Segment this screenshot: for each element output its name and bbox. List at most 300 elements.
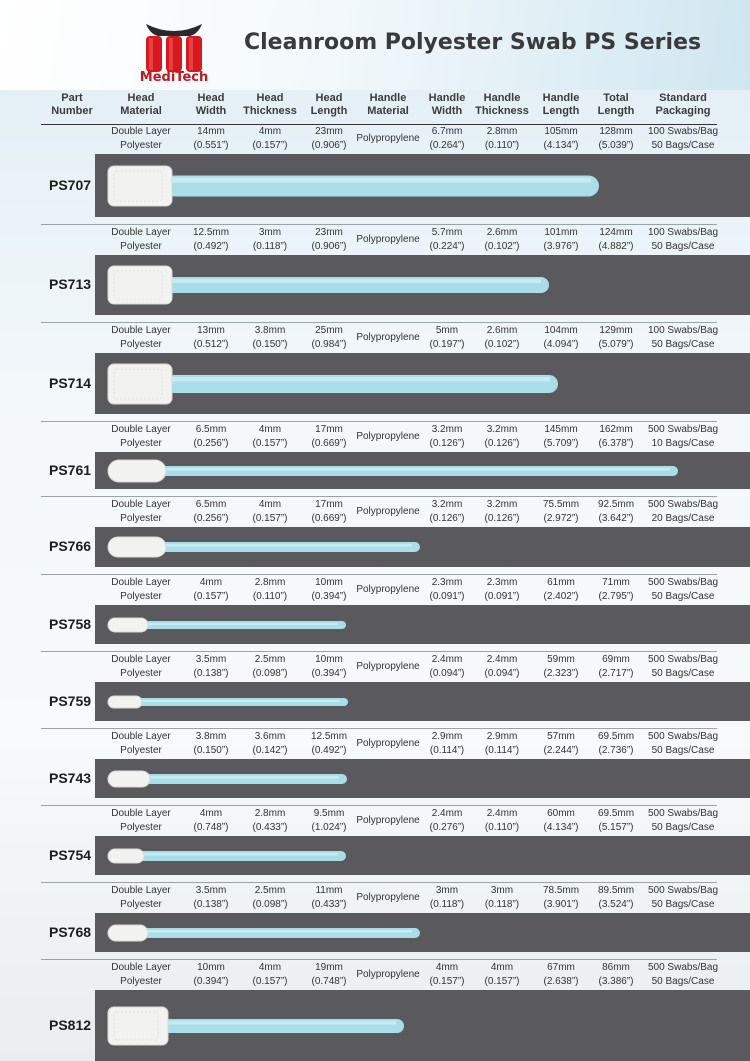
spec-head-material xyxy=(102,423,180,451)
cell-line: (5.709”) xyxy=(543,438,579,449)
swab-image xyxy=(106,769,357,789)
cell-line: 17mm xyxy=(315,499,343,510)
spec-total-length xyxy=(591,653,641,681)
spec-handle-material xyxy=(353,583,423,597)
cell-line: 3mm xyxy=(435,885,459,896)
cell-line: Polypropylene xyxy=(356,969,420,980)
cell-line: (0.492”) xyxy=(311,745,347,756)
swab-head xyxy=(108,771,150,787)
cell-line: Double Layer xyxy=(111,577,171,588)
cell-line: (0.157”) xyxy=(484,976,520,987)
cell-line: 92.5mm xyxy=(597,499,635,510)
cell-line: 100 Swabs/Bag xyxy=(647,126,719,137)
spec-handle-length xyxy=(536,730,586,758)
cell-line: Polyester xyxy=(120,438,162,449)
spec-head-width xyxy=(186,324,236,352)
swab-head xyxy=(108,618,148,632)
column-header-head-width xyxy=(186,92,236,124)
cell-line: (2.638”) xyxy=(543,976,579,987)
swab-handle-highlight xyxy=(164,468,670,471)
cell-line: Polyester xyxy=(120,899,162,910)
spec-handle-length xyxy=(536,576,586,604)
cell-line: (4.882”) xyxy=(598,241,634,252)
cell-line: 500 Swabs/Bag xyxy=(647,731,719,742)
cell-line: (0.138”) xyxy=(193,899,229,910)
spec-head-material xyxy=(102,884,180,912)
cell-line: (0.110”) xyxy=(484,140,520,151)
part-number: PS759 xyxy=(49,692,92,709)
spec-packaging xyxy=(643,226,723,254)
cell-line: Polypropylene xyxy=(356,815,420,826)
cell-line: (1.024”) xyxy=(311,822,347,833)
cell-line: Standard xyxy=(659,92,707,104)
cell-line: 3mm xyxy=(258,227,282,238)
cell-line: 3.5mm xyxy=(195,885,227,896)
cell-line: Polyester xyxy=(120,241,162,252)
spec-handle-length xyxy=(536,226,586,254)
cell-line: Polyester xyxy=(120,591,162,602)
cell-line: 500 Swabs/Bag xyxy=(647,962,719,973)
cell-line: 10mm xyxy=(315,654,343,665)
cell-line: Length xyxy=(597,105,635,117)
spec-packaging xyxy=(643,807,723,835)
cell-line: Polypropylene xyxy=(356,661,420,672)
cell-line: 50 Bags/Case xyxy=(651,976,715,987)
cell-line: 3.6mm xyxy=(254,731,286,742)
cell-line: 4mm xyxy=(258,499,282,510)
cell-line: (0.094”) xyxy=(429,668,465,679)
spec-head-width xyxy=(186,125,236,153)
cell-line: 128mm xyxy=(599,126,633,137)
cell-line: Part xyxy=(61,92,83,104)
cell-line: (0.984”) xyxy=(311,339,347,350)
cell-line: 11mm xyxy=(315,885,343,896)
cell-line: 6.5mm xyxy=(195,424,227,435)
cell-line: 101mm xyxy=(544,227,578,238)
cell-line: (0.150”) xyxy=(252,339,288,350)
spec-head-thickness xyxy=(240,961,300,989)
product-row xyxy=(0,960,750,1061)
spec-handle-thickness xyxy=(474,653,530,681)
cell-line: (0.114”) xyxy=(429,745,465,756)
swab-image xyxy=(106,616,356,634)
spec-handle-width xyxy=(422,226,472,254)
swab-head xyxy=(108,166,172,206)
part-number: PS766 xyxy=(49,538,92,554)
spec-head-width xyxy=(186,730,236,758)
cell-line: (0.102”) xyxy=(484,339,520,350)
spec-handle-material xyxy=(353,132,423,146)
cell-line: Polyester xyxy=(120,668,162,679)
spec-total-length xyxy=(591,961,641,989)
cell-line: 5mm xyxy=(435,325,459,336)
spec-head-material xyxy=(102,961,180,989)
cell-line: 89.5mm xyxy=(597,885,635,896)
column-header-head-material xyxy=(102,92,180,124)
column-header-head-thickness xyxy=(240,92,300,124)
cell-line: Double Layer xyxy=(111,654,171,665)
cell-line: (0.091”) xyxy=(429,591,465,602)
cell-line: 500 Swabs/Bag xyxy=(647,577,719,588)
cell-line: (2.244”) xyxy=(543,745,579,756)
cell-line: Head xyxy=(197,92,225,104)
cell-line: Polyester xyxy=(120,976,162,987)
cell-line: 71mm xyxy=(602,577,630,588)
cell-line: Double Layer xyxy=(111,227,171,238)
cell-line: (0.276”) xyxy=(429,822,465,833)
cell-line: Material xyxy=(367,105,409,117)
part-number: PS754 xyxy=(49,846,92,863)
spec-head-thickness xyxy=(240,125,300,153)
cell-line: 4mm xyxy=(258,962,282,973)
cell-line: 2.6mm xyxy=(486,325,518,336)
cell-line: (3.976”) xyxy=(543,241,579,252)
swab-image xyxy=(106,535,430,559)
cell-line: (0.114”) xyxy=(484,745,520,756)
cell-line: Polypropylene xyxy=(356,234,420,245)
cell-line: Width xyxy=(195,105,227,117)
cell-line: 105mm xyxy=(544,126,578,137)
cell-line: (0.256”) xyxy=(193,513,229,524)
cell-line: 4mm xyxy=(199,808,223,819)
column-header-handle-length xyxy=(536,92,586,124)
cell-line: Length xyxy=(542,105,580,117)
cell-line: (0.110”) xyxy=(484,822,520,833)
cell-line: 23mm xyxy=(315,126,343,137)
product-row xyxy=(0,652,750,729)
cell-line: Width xyxy=(431,105,463,117)
cell-line: 129mm xyxy=(599,325,633,336)
cell-line: 162mm xyxy=(599,424,633,435)
swab-image xyxy=(106,264,559,306)
part-number: PS743 xyxy=(49,769,92,786)
cell-line: (0.157”) xyxy=(252,513,288,524)
cell-line: (0.098”) xyxy=(252,899,288,910)
cell-line: Polypropylene xyxy=(356,506,420,517)
cell-line: (5.079”) xyxy=(598,339,634,350)
cell-line: Double Layer xyxy=(111,808,171,819)
cell-line: 2.4mm xyxy=(431,808,463,819)
spec-head-thickness xyxy=(240,730,300,758)
spec-handle-material xyxy=(353,430,423,444)
spec-packaging xyxy=(643,961,723,989)
cell-line: 2.8mm xyxy=(486,126,518,137)
cell-line: Polypropylene xyxy=(356,431,420,442)
cell-line: Handle xyxy=(428,92,466,104)
cell-line: (0.150”) xyxy=(193,745,229,756)
column-header-handle-width xyxy=(422,92,472,124)
cell-line: 2.4mm xyxy=(486,808,518,819)
cell-line: 2.4mm xyxy=(486,654,518,665)
brand-name: MediTech xyxy=(139,70,209,85)
spec-head-length xyxy=(304,730,354,758)
cell-line: 50 Bags/Case xyxy=(651,339,715,350)
cell-line: (0.224”) xyxy=(429,241,465,252)
cell-line: (0.142”) xyxy=(252,745,288,756)
spec-total-length xyxy=(591,324,641,352)
spec-handle-thickness xyxy=(474,324,530,352)
cell-line: (0.098”) xyxy=(252,668,288,679)
cell-line: 500 Swabs/Bag xyxy=(647,654,719,665)
spec-handle-material xyxy=(353,505,423,519)
cell-line: (0.264”) xyxy=(429,140,465,151)
swab-handle-highlight xyxy=(170,377,550,382)
cell-line: Length xyxy=(310,105,348,117)
product-row xyxy=(0,422,750,497)
spec-head-material xyxy=(102,498,180,526)
spec-total-length xyxy=(591,423,641,451)
cell-line: Polyester xyxy=(120,822,162,833)
cell-line: Double Layer xyxy=(111,731,171,742)
cell-line: 6.5mm xyxy=(195,499,227,510)
spec-head-length xyxy=(304,125,354,153)
cell-line: (0.748”) xyxy=(311,976,347,987)
cell-line: Double Layer xyxy=(111,424,171,435)
cell-line: 3.2mm xyxy=(431,499,463,510)
spec-handle-thickness xyxy=(474,730,530,758)
cell-line: 2.4mm xyxy=(431,654,463,665)
cell-line: 86mm xyxy=(602,962,630,973)
cell-line: 69mm xyxy=(602,654,630,665)
cell-line: 9.5mm xyxy=(313,808,345,819)
part-number: PS761 xyxy=(49,461,92,478)
spec-head-length xyxy=(304,324,354,352)
spec-head-thickness xyxy=(240,226,300,254)
product-row xyxy=(0,806,750,883)
product-row xyxy=(0,883,750,960)
spec-handle-length xyxy=(536,498,586,526)
spec-head-thickness xyxy=(240,423,300,451)
cell-line: 2.6mm xyxy=(486,227,518,238)
swab-image xyxy=(106,694,358,710)
cell-line: (0.126”) xyxy=(484,438,520,449)
cell-line: Double Layer xyxy=(111,885,171,896)
spec-head-thickness xyxy=(240,324,300,352)
cell-line: 3.8mm xyxy=(195,731,227,742)
swab-handle xyxy=(140,928,420,938)
cell-line: (2.795”) xyxy=(598,591,634,602)
cell-line: 17mm xyxy=(315,424,343,435)
spec-total-length xyxy=(591,884,641,912)
cell-line: 3.5mm xyxy=(195,654,227,665)
cell-line: 4mm xyxy=(435,962,459,973)
cell-line: 50 Bags/Case xyxy=(651,745,715,756)
cell-line: 100 Swabs/Bag xyxy=(647,227,719,238)
page-title: Cleanroom Polyester Swab PS Series xyxy=(244,30,702,55)
swab-image xyxy=(106,458,688,484)
cell-line: (6.378”) xyxy=(598,438,634,449)
part-number: PS707 xyxy=(49,176,92,193)
cell-line: Total xyxy=(603,92,629,104)
product-row xyxy=(0,225,750,323)
spec-head-material xyxy=(102,226,180,254)
spec-head-width xyxy=(186,498,236,526)
cell-line: (0.110”) xyxy=(252,591,288,602)
product-row xyxy=(0,575,750,652)
spec-packaging xyxy=(643,324,723,352)
spec-handle-material xyxy=(353,233,423,247)
spec-handle-width xyxy=(422,807,472,835)
spec-handle-material xyxy=(353,660,423,674)
spec-total-length xyxy=(591,730,641,758)
spec-handle-material xyxy=(353,331,423,345)
cell-line: (0.551”) xyxy=(193,140,229,151)
cell-line: (0.126”) xyxy=(429,438,465,449)
part-number: PS714 xyxy=(49,374,92,391)
column-header-total-length xyxy=(591,92,641,124)
spec-packaging xyxy=(643,730,723,758)
spec-handle-material xyxy=(353,891,423,905)
product-row xyxy=(0,729,750,806)
swab-image xyxy=(106,923,430,943)
swab-handle-highlight xyxy=(170,279,541,283)
cell-line: (0.433”) xyxy=(252,822,288,833)
cell-line: 3.2mm xyxy=(486,424,518,435)
spec-handle-width xyxy=(422,498,472,526)
spec-head-length xyxy=(304,807,354,835)
cell-line: (2.736”) xyxy=(598,745,634,756)
column-header-part xyxy=(42,92,102,124)
cell-line: 23mm xyxy=(315,227,343,238)
spec-packaging xyxy=(643,498,723,526)
spec-head-material xyxy=(102,576,180,604)
swab-handle-highlight xyxy=(142,853,338,856)
cell-line: Polypropylene xyxy=(356,332,420,343)
cell-line: (0.126”) xyxy=(429,513,465,524)
spec-head-length xyxy=(304,423,354,451)
spec-head-width xyxy=(186,807,236,835)
spec-head-width xyxy=(186,226,236,254)
cell-line: (4.134”) xyxy=(543,822,579,833)
cell-line: (3.386”) xyxy=(598,976,634,987)
spec-head-material xyxy=(102,324,180,352)
cell-line: (0.512”) xyxy=(193,339,229,350)
cell-line: (0.126”) xyxy=(484,513,520,524)
spec-handle-width xyxy=(422,423,472,451)
spec-head-length xyxy=(304,884,354,912)
cell-line: 12.5mm xyxy=(310,731,348,742)
swab-head xyxy=(108,849,144,863)
cell-line: (0.157”) xyxy=(252,438,288,449)
swab-handle-highlight xyxy=(146,930,412,933)
swab-image xyxy=(106,1005,414,1047)
spec-handle-length xyxy=(536,324,586,352)
cell-line: 60mm xyxy=(547,808,575,819)
spec-head-thickness xyxy=(240,884,300,912)
spec-handle-length xyxy=(536,807,586,835)
spec-packaging xyxy=(643,884,723,912)
cell-line: 500 Swabs/Bag xyxy=(647,808,719,819)
swab-image xyxy=(106,847,356,865)
part-number: PS758 xyxy=(49,615,92,632)
swab-head xyxy=(108,1007,168,1045)
cell-line: (0.157”) xyxy=(429,976,465,987)
spec-head-width xyxy=(186,576,236,604)
cell-line: Polyester xyxy=(120,513,162,524)
cell-line: 78.5mm xyxy=(542,885,580,896)
cell-line: Handle xyxy=(369,92,407,104)
spec-handle-width xyxy=(422,730,472,758)
swab-head xyxy=(108,364,172,404)
cell-line: 69.5mm xyxy=(597,731,635,742)
spec-head-material xyxy=(102,125,180,153)
swab-handle xyxy=(136,851,346,861)
spec-head-thickness xyxy=(240,498,300,526)
spec-total-length xyxy=(591,807,641,835)
spec-handle-material xyxy=(353,737,423,751)
cell-line: (0.157”) xyxy=(252,976,288,987)
spec-handle-length xyxy=(536,884,586,912)
cell-line: 6.7mm xyxy=(431,126,463,137)
cell-line: 59mm xyxy=(547,654,575,665)
cell-line: Double Layer xyxy=(111,126,171,137)
cell-line: (0.669”) xyxy=(311,513,347,524)
column-header-handle-thickness xyxy=(474,92,530,124)
cell-line: 2.8mm xyxy=(254,577,286,588)
cell-line: 10 Bags/Case xyxy=(651,438,715,449)
spec-handle-width xyxy=(422,653,472,681)
swab-head xyxy=(108,696,142,708)
cell-line: 3.2mm xyxy=(486,499,518,510)
spec-head-thickness xyxy=(240,576,300,604)
part-number: PS768 xyxy=(49,923,92,940)
cell-line: 145mm xyxy=(544,424,578,435)
cell-line: 50 Bags/Case xyxy=(651,668,715,679)
swab-image xyxy=(106,164,609,208)
cell-line: Polyester xyxy=(120,140,162,151)
column-header-handle-material xyxy=(353,92,423,124)
cell-line: (0.433”) xyxy=(311,899,347,910)
part-number: PS812 xyxy=(49,1016,92,1033)
spec-total-length xyxy=(591,125,641,153)
spec-head-length xyxy=(304,226,354,254)
cell-line: 4mm xyxy=(258,424,282,435)
spec-packaging xyxy=(643,576,723,604)
cell-line: (0.157”) xyxy=(252,140,288,151)
swab-head xyxy=(108,925,148,941)
product-row xyxy=(0,497,750,575)
cell-line: 2.8mm xyxy=(254,808,286,819)
spec-handle-thickness xyxy=(474,423,530,451)
cell-line: Polypropylene xyxy=(356,584,420,595)
spec-handle-width xyxy=(422,125,472,153)
spec-head-material xyxy=(102,653,180,681)
cell-line: 500 Swabs/Bag xyxy=(647,424,719,435)
spec-total-length xyxy=(591,498,641,526)
column-header-head-length xyxy=(304,92,354,124)
spec-handle-thickness xyxy=(474,125,530,153)
spec-handle-length xyxy=(536,125,586,153)
cell-line: (0.906”) xyxy=(311,241,347,252)
product-row xyxy=(0,124,750,225)
swab-handle-highlight xyxy=(140,700,340,702)
cell-line: (3.642”) xyxy=(598,513,634,524)
cell-line: 5.7mm xyxy=(431,227,463,238)
spec-head-thickness xyxy=(240,653,300,681)
cell-line: 25mm xyxy=(315,325,343,336)
cell-line: 50 Bags/Case xyxy=(651,822,715,833)
cell-line: Number xyxy=(51,105,93,117)
spec-total-length xyxy=(591,226,641,254)
cell-line: Handle xyxy=(483,92,521,104)
swab-handle-highlight xyxy=(164,544,412,547)
spec-handle-thickness xyxy=(474,576,530,604)
cell-line: Thickness xyxy=(243,105,297,117)
spec-handle-thickness xyxy=(474,498,530,526)
cell-line: 75.5mm xyxy=(542,499,580,510)
cell-line: 100 Swabs/Bag xyxy=(647,325,719,336)
spec-handle-thickness xyxy=(474,884,530,912)
